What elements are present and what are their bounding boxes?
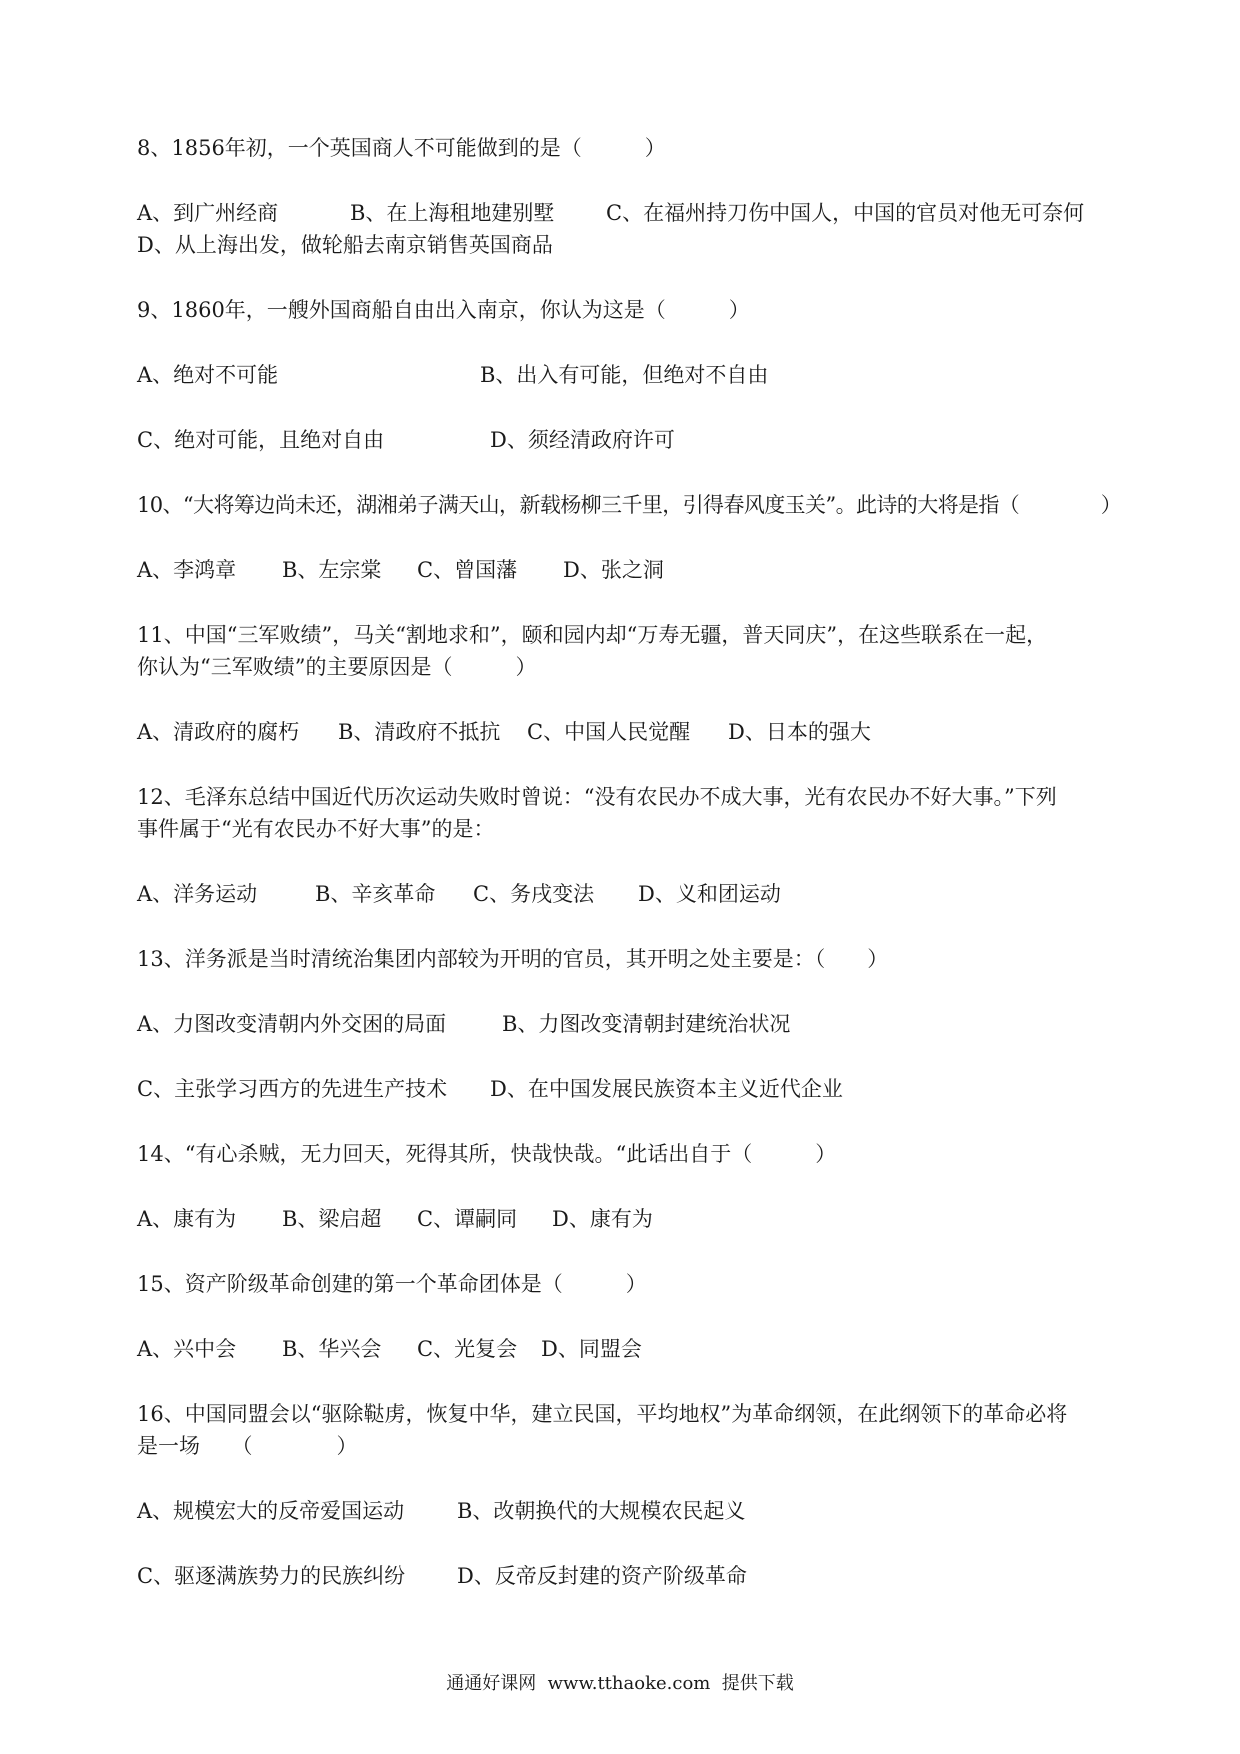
question-16-stem-line-1: 16、中国同盟会以“驱除鞑虏，恢复中华，建立民国，平均地权”为革命纲领，在此纲领下的革命必将 [137, 1402, 1068, 1426]
question-12-stem-line-1: 12、毛泽东总结中国近代历次运动失败时曾说：“没有农民办不成大事，光有农民办不好大事。”下列 [137, 785, 1057, 809]
question-15-option-c: C、光复会 [417, 1337, 518, 1361]
question-8-option-a: A、到广州经商 [137, 201, 279, 225]
question-14-option-d: D、康有为 [552, 1207, 653, 1231]
question-15-stem: 15、资产阶级革命创建的第一个革命团体是（ ） [137, 1272, 647, 1296]
question-11-option-a: A、清政府的腐朽 [137, 720, 300, 744]
question-9-option-d: D、须经清政府许可 [490, 428, 675, 452]
question-13-option-b: B、力图改变清朝封建统治状况 [502, 1012, 791, 1036]
question-8-option-d: D、从上海出发，做轮船去南京销售英国商品 [137, 233, 553, 257]
question-13-stem: 13、洋务派是当时清统治集团内部较为开明的官员，其开明之处主要是：（ ） [137, 947, 889, 971]
question-11-option-c: C、中国人民觉醒 [527, 720, 691, 744]
question-9-option-a: A、绝对不可能 [137, 363, 279, 387]
question-11-option-b: B、清政府不抵抗 [338, 720, 501, 744]
question-13-option-d: D、在中国发展民族资本主义近代企业 [490, 1077, 843, 1101]
question-10-option-d: D、张之洞 [563, 558, 664, 582]
question-15-option-d: D、同盟会 [541, 1337, 642, 1361]
question-15-option-b: B、华兴会 [282, 1337, 382, 1361]
question-10-option-a: A、李鸿章 [137, 558, 237, 582]
question-14-stem: 14、“有心杀贼，无力回天，死得其所，快哉快哉。“此话出自于（ ） [137, 1142, 837, 1166]
question-14-option-b: B、梁启超 [282, 1207, 382, 1231]
question-14-option-c: C、谭嗣同 [417, 1207, 518, 1231]
question-10-option-c: C、曾国藩 [417, 558, 518, 582]
question-9-option-b: B、出入有可能，但绝对不自由 [480, 363, 769, 387]
question-12-stem-line-2: 事件属于“光有农民办不好大事”的是： [137, 817, 495, 841]
question-12-option-d: D、义和团运动 [638, 882, 781, 906]
question-16-option-c: C、驱逐满族势力的民族纠纷 [137, 1564, 406, 1588]
question-8-option-c: C、在福州持刀伤中国人，中国的官员对他无可奈何 [606, 201, 1085, 225]
question-8-stem: 8、1856年初，一个英国商人不可能做到的是（ ） [137, 136, 666, 160]
question-12-option-c: C、务戌变法 [473, 882, 595, 906]
question-16-stem-line-2: 是一场 （ ） [137, 1434, 358, 1458]
question-16-option-a: A、规模宏大的反帝爱国运动 [137, 1499, 405, 1523]
question-12-option-a: A、洋务运动 [137, 882, 258, 906]
footer-source-credit: 通通好课网 www.tthaoke.com 提供下载 [446, 1673, 794, 1694]
question-15-option-a: A、兴中会 [137, 1337, 237, 1361]
question-11-stem-line-2: 你认为“三军败绩”的主要原因是（ ） [137, 655, 537, 679]
question-13-option-c: C、主张学习西方的先进生产技术 [137, 1077, 448, 1101]
question-16-option-d: D、反帝反封建的资产阶级革命 [457, 1564, 747, 1588]
question-9-option-c: C、绝对可能，且绝对自由 [137, 428, 385, 452]
question-11-option-d: D、日本的强大 [728, 720, 871, 744]
question-10-stem: 10、“大将筹边尚未还，湖湘弟子满天山，新载杨柳三千里，引得春风度玉关”。此诗的大将是指（ ） [137, 493, 1122, 517]
question-14-option-a: A、康有为 [137, 1207, 237, 1231]
question-11-stem-line-1: 11、中国“三军败绩”，马关“割地求和”，颐和园内却“万寿无疆，普天同庆”，在这些联系在一起， [137, 623, 1048, 647]
question-13-option-a: A、力图改变清朝内外交困的局面 [137, 1012, 447, 1036]
question-16-option-b: B、改朝换代的大规模农民起义 [457, 1499, 746, 1523]
question-12-option-b: B、辛亥革命 [315, 882, 436, 906]
question-9-stem: 9、1860年，一艘外国商船自由出入南京，你认为这是（ ） [137, 298, 750, 322]
question-8-option-b: B、在上海租地建别墅 [350, 201, 555, 225]
question-10-option-b: B、左宗棠 [282, 558, 382, 582]
